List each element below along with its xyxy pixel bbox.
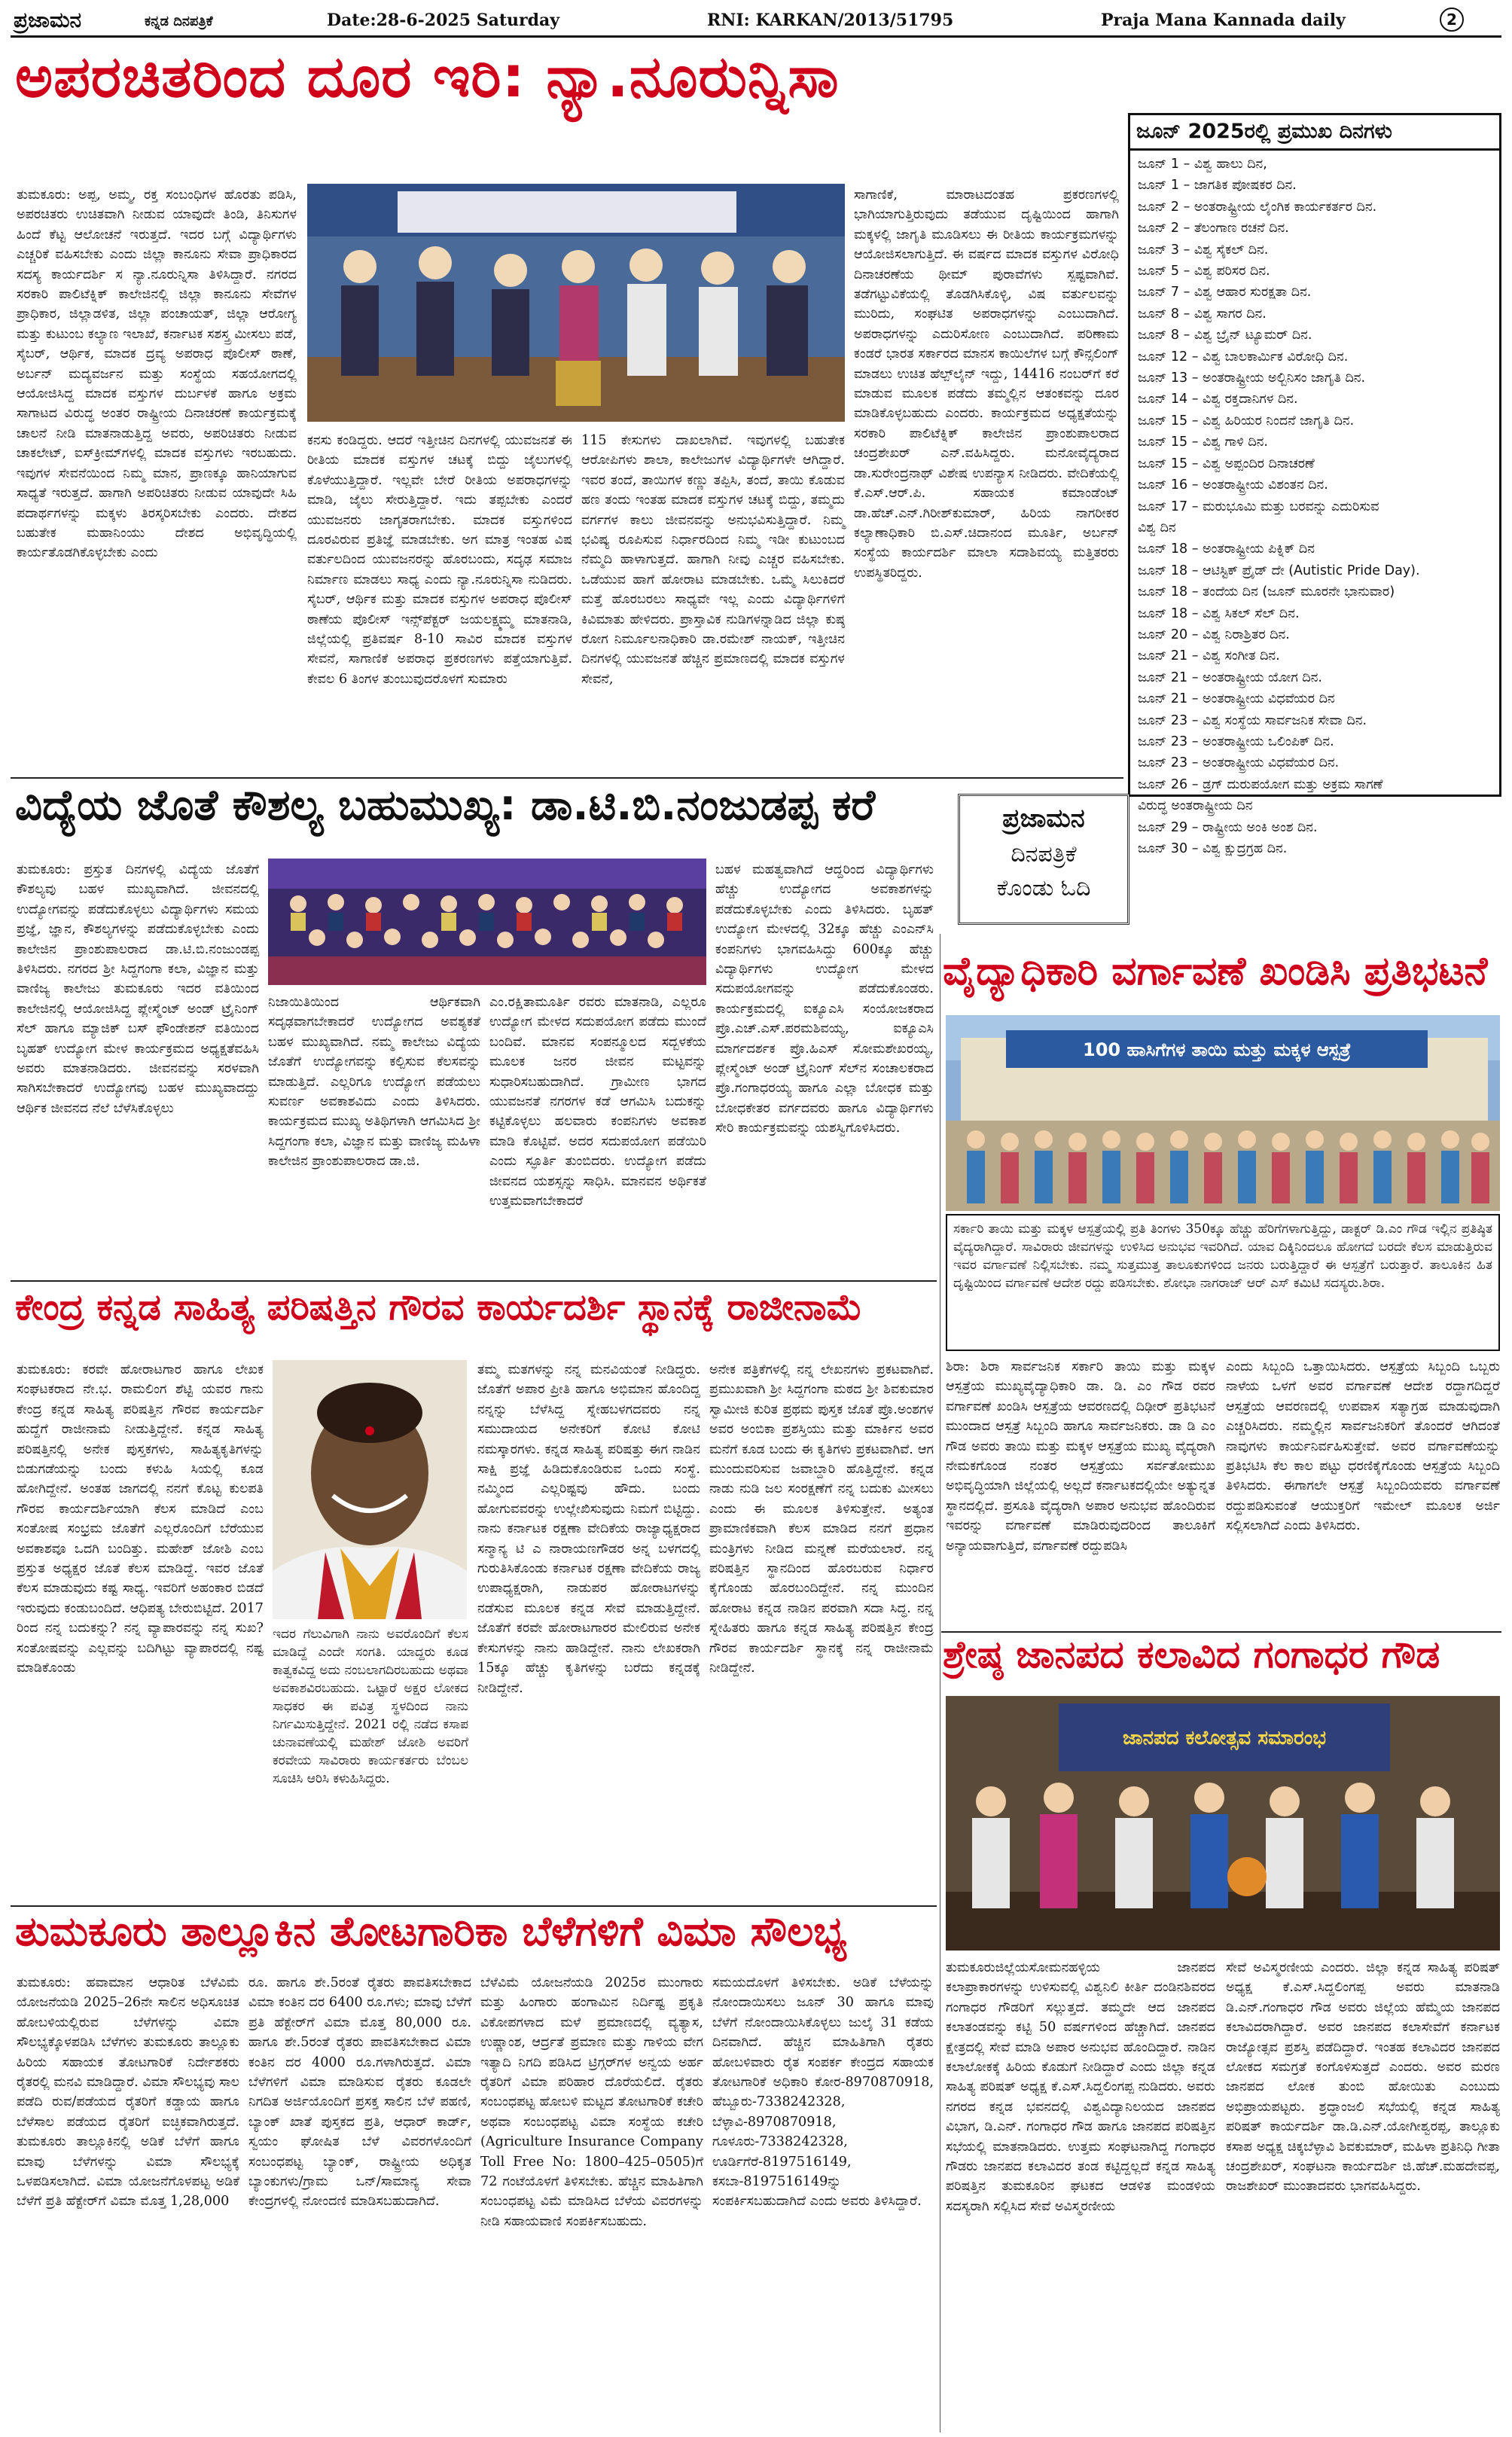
important-day-item: ಜೂನ್ 17 – ಮರುಭೂಮಿ ಮತ್ತು ಬರವನ್ನು ಎದುರಿಸುವ — [1138, 499, 1379, 514]
important-day-item: ವಿಶ್ವ ದಿನ — [1138, 520, 1176, 535]
story2-photo — [268, 859, 706, 985]
story4-caption-text: ಇದರ ಗೆಲುವಿಗಾಗಿ ನಾನು ಅವರೊಂದಿಗೆ ಕೆಲಸ ಮಾಡಿದ್ದೆ ಎಂದೇ ಸಂಗತಿ. ಯಾದ್ದರು ಕೂಡ ಕಾತ್ವಕವಿದ್ದ ಅದು ನಂಬಲಾಗದಿರಬಹುದು ಅಥವಾ ಅವಕಾಶವಿರಬಹುದು. ಒಟ್ಟಾರೆ ಅಕ್ಷರ ಲೋಕದ ಸಾಧಕರ ಈ ಪವಿತ್ರ ಸ್ಥಳದಿಂದ ನಾನು ನಿರ್ಗಮಿಸುತ್ತಿದ್ದೇನೆ. 2021 ರಲ್ಲಿ ನಡೆದ ಕಸಾಪ ಚುನಾವಣೆಯಲ್ಲಿ ಮಹೇಶ್ ಜೋಶಿ ಅವರಿಗೆ ಕರವೇಯ ಸಾವಿರಾರು ಕಾರ್ಯಕರ್ತರು ಬೆಂಬಲ ಸೂಚಿಸಿ ಆರಿಸಿ ಕಳುಹಿಸಿದ್ದರು. — [273, 1627, 468, 1786]
story3-col2-text: ಎಂದು ಸಿಬ್ಬಂದಿ ಒತ್ತಾಯಿಸಿದರು. ಆಸ್ಪತ್ರೆಯ ಸಿಬ್ಬಂದಿ ಒಬ್ಬರು ನಾಳೆಯ ಒಳಗೆ ಅವರ ವರ್ಗಾವಣೆ ಆದೇಶ ರದ್ದಾಗದಿದ್ದರೆ ಆಸ್ಪತ್ರೆಯ ಆವರಣದಲ್ಲಿ ಉಪವಾಸ ಸತ್ಯಾಗ್ರಹ ಮಾಡುವುದಾಗಿ ಎಚ್ಚರಿಸಿದರು. ನಮ್ಮಲ್ಲಿನ ಸಾರ್ವಜನಿಕರಿಗೆ ತೊಂದರೆ ಆಗಿದಂತೆ ನಾವುಗಳು ಕಾರ್ಯನಿರ್ವಹಿಸುತ್ತೇವೆ. ಅವರ ವರ್ಗಾವಣೆಯನ್ನು ಪ್ರತಿಭಟಿಸಿ ಕೆಲ ಕಾಲ ಪಟ್ಟು ಧರಣಿಕೈಗೊಂಡು ಆಸ್ಪತ್ರೆಯ ಸಿಬ್ಬಂದಿ ತಿಳಿಸಿದರು. ಈಗಾಗಲೇ ಆಸ್ಪತ್ರೆ ಸಿಬ್ಬಂದಿಯವರು ವರ್ಗಾವಣೆ ರದ್ದುಪಡಿಸುವಂತೆ ಆಯುಕ್ತರಿಗೆ ಇಮೇಲ್ ಮೂಲಕ ಅರ್ಜಿ ಸಲ್ಲಿಸಲಾಗಿದೆ ಎಂದು ತಿಳಿಸಿದರು. — [1226, 1359, 1500, 1534]
story6-col1 — [17, 1973, 239, 2432]
story5-photo-banner: ಜಾನಪದ ಕಲೋತ್ಸವ ಸಮಾರಂಭ — [1122, 1727, 1327, 1749]
important-day-item: ಜೂನ್ 18 – ಆಟಿಸ್ಟಿಕ್ ಪ್ರೈಡ್ ದೇ (Autistic Pride Day). — [1138, 563, 1420, 578]
important-day-item: ಜೂನ್ 1 – ಜಾಗತಿಕ ಪೋಷಕರ ದಿನ. — [1138, 178, 1297, 194]
story4-col3 — [709, 1360, 934, 1902]
story1-col4-text: ಸಾಗಾಣಿಕೆ, ಮಾರಾಟದಂತಹ ಪ್ರಕರಣಗಳಲ್ಲಿ ಭಾಗಿಯಾಗುತ್ತಿರುವುದು ತಡೆಯುವ ದೃಷ್ಟಿಯಿಂದ ಹಾಗಾಗಿ ಮಕ್ಕಳಲ್ಲಿ ಜಾಗೃತಿ ಮೂಡಿಸಲು ಈ ರೀತಿಯ ಕಾರ್ಯಕ್ರಮಗಳನ್ನು ಆಯೋಜಿಸಲಾಗುತ್ತಿದೆ. ಈ ವರ್ಷದ ಮಾದಕ ವಸ್ತುಗಳ ವಿರೋಧಿ ದಿನಾಚರಣೆಯ ಥೀಮ್ ಪುರಾವೆಗಳು ಸ್ಪಷ್ಟವಾಗಿವೆ. ತಡೆಗಟ್ಟುವಿಕೆಯಲ್ಲಿ ತೊಡಗಿಸಿಕೊಳ್ಳಿ, ವಿಷ ವರ್ತುಲವನ್ನು ಮುರಿದು, ಸಂಘಟಿತ ಅಪರಾಧಗಳನ್ನು ಎಂಬುದಾಗಿದೆ. ಅಪರಾಧಗಳನ್ನು ಎದುರಿಸೋಣ ಎಂಬುದಾಗಿದೆ. ಪರಿಣಾಮ ಕಂಡರೆ ಭಾರತ ಸರ್ಕಾರದ ಮಾನಸ ಕಾಯಿಲೆಗಳ ಬಗ್ಗೆ ಕೌನ್ಸಲಿಂಗ್ ಮಾಡಲು ಉಚಿತ ಹೆಲ್ಪ್‌ಲೈನ್ ಇದ್ದು, 14416 ನಂಬರ್‌ಗೆ ಕರೆ ಮಾಡುವ ಮೂಲಕ ಪಡೆದು ತಮ್ಮಲ್ಲಿನ ಆತಂಕವನ್ನು ದೂರ ಮಾಡಿಕೊಳ್ಳಬಹುದು ಎಂದರು. ಕಾರ್ಯಕ್ರಮದ ಅಧ್ಯಕ್ಷತೆಯನ್ನು ಸರಕಾರಿ ಪಾಲಿಟೆಕ್ನಿಕ್ ಕಾಲೇಜಿನ ಪ್ರಾಂಶುಪಾಲರಾದ ಚಂದ್ರಶೇಖರ್ ಎನ್.ವಹಿಸಿದ್ದರು. ಮನೋವೈದ್ಯರಾದ ಡಾ.ಸುರೇಂದ್ರನಾಥ್ ವಿಶೇಷ ಉಪನ್ಯಾಸ ನೀಡಿದರು. ವೇದಿಕೆಯಲ್ಲಿ ಕೆ.ಎಸ್.ಆರ್.ಪಿ. ಸಹಾಯಕ ಕಮಾಂಡೆಂಟ್ ಡಾ.ಹೆಚ್.ಎನ್.ಗಿರೀಶ್‌ಕುಮಾರ್, ಹಿರಿಯ ನಾಗರೀಕರ ಕಲ್ಯಾಣಾಧಿಕಾರಿ ಬಿ.ಎಸ್.ಚಿದಾನಂದ ಮೂರ್ತಿ, ಅರ್ಬನ್ ಸಂಸ್ಥೆಯ ಕಾರ್ಯದರ್ಶಿ ಮಾಲಾ ಸದಾಶಿವಯ್ಯ ಮತ್ತಿತರರು ಉಪಸ್ಥಿತರಿದ್ದರು. — [854, 188, 1119, 581]
important-day-item: ಜೂನ್ 18 – ವಿಶ್ವ ಸಿಕಲ್ ಸೆಲ್ ದಿನ. — [1138, 605, 1300, 621]
important-day-item: ಜೂನ್ 14 – ವಿಶ್ವ ರಕ್ತದಾನಿಗಳ ದಿನ. — [1138, 392, 1298, 407]
important-day-item: ಜೂನ್ 26 – ಡ್ರಗ್ ದುರುಪಯೋಗ ಮತ್ತು ಅಕ್ರಮ ಸಾಗಣೆ — [1138, 776, 1383, 792]
masthead-paper-name: Praja Mana Kannada daily — [1101, 11, 1346, 30]
important-day-item: ಜೂನ್ 5 – ವಿಶ್ವ ಪರಿಸರ ದಿನ. — [1138, 264, 1270, 279]
story5-photo — [946, 1696, 1500, 1951]
story1-col1 — [17, 185, 297, 773]
important-day-item: ಜೂನ್ 23 – ಅಂತರಾಷ್ಟ್ರೀಯ ವಿಧವೆಯರ ದಿನ. — [1138, 755, 1340, 771]
important-day-item: ಜೂನ್ 30 – ವಿಶ್ವ ಕ್ಷುದ್ರಗ್ರಹ ದಿನ. — [1138, 841, 1288, 856]
story2-col3 — [489, 993, 706, 1274]
important-days-box — [1128, 113, 1501, 856]
story6-col4-text: ಸಮಯದೊಳಗೆ ತಿಳಿಸಬೇಕು. ಅಡಿಕೆ ಬೆಳೆಯನ್ನು ನೋಂದಾಯಿಸಲು ಜೂನ್ 30 ಹಾಗೂ ಮಾವು ಬೆಳೆಗೆ ನೋಂದಾಯಿಸಿಕೊಳ್ಳಲು ಜುಲೈ 31 ಕಡೆಯ ದಿನವಾಗಿದೆ. ಹೆಚ್ಚಿನ ಮಾಹಿತಿಗಾಗಿ ರೈತರು ಹೋಬಳಿವಾರು ರೈತ ಸಂಪರ್ಕ ಕೇಂದ್ರದ ಸಹಾಯಕ ತೋಟಗಾರಿಕೆ ಅಧಿಕಾರಿ ಕೋರ-8970870918, ಹೆಬ್ಬೂರು-7338242328, ಬೆಳ್ಳಾವಿ-8970870918, ಗೂಳೂರು-7338242328, ಊರ್ಡಿಗೆರೆ-8197516149, ಕಸಬಾ-8197516149ನ್ನು ಸಂಪರ್ಕಿಸಬಹುದಾಗಿದೆ ಎಂದು ಅವರು ತಿಳಿಸಿದ್ದಾರೆ. — [712, 1975, 934, 2210]
story2-col1 — [17, 860, 259, 1274]
important-days-title: ಜೂನ್ 2025ರಲ್ಲಿ ಪ್ರಮುಖ ದಿನಗಳು — [1130, 115, 1499, 151]
story3-col1-text: ಶಿರಾ: ಶಿರಾ ಸಾರ್ವಜನಿಕ ಸರ್ಕಾರಿ ತಾಯಿ ಮತ್ತು ಮಕ್ಕಳ ಆಸ್ಪತ್ರೆಯ ಮುಖ್ಯವೈದ್ಯಾಧಿಕಾರಿ ಡಾ. ಡಿ. ಎಂ ಗೌಡ ರವರ ವರ್ಗಾವಣೆ ಖಂಡಿಸಿ ಆಸ್ಪತ್ರೆಯ ಆವರಣದಲ್ಲಿ ದಿಢೀರ್ ಪ್ರತಿಭಟನೆ ಮುಂದಾದ ಆಸ್ಪತ್ರೆ ಸಿಬ್ಬಂದಿ ಹಾಗೂ ಸಾರ್ವಜನಿಕರು. ಡಾ ಡಿ ಎಂ ಗೌಡ ಅವರು ತಾಯಿ ಮತ್ತು ಮಕ್ಕಳ ಆಸ್ಪತ್ರೆಯ ಮುಖ್ಯ ವೈದ್ಯರಾಗಿ ನೇಮಕಗೊಂಡ ನಂತರ ಆಸ್ಪತ್ರೆಯು ಸರ್ವತೋಮುಖ ಅಭಿವೃದ್ಧಿಯಾಗಿ ಜಿಲ್ಲೆಯಲ್ಲಿ ಅಲ್ಲದೆ ಕರ್ನಾಟಕದಲ್ಲಿಯೇ ಅತ್ಯುನ್ನತ ಸ್ಥಾನದಲ್ಲಿದೆ. ಪ್ರಸೂತಿ ವೈದ್ಯರಾಗಿ ಅಪಾರ ಅನುಭವ ಹೊಂದಿರುವ ಇವರನ್ನು ವರ್ಗಾವಣೆ ಮಾಡಿರುವುದರಿಂದ ತಾಲೂಕಿಗೆ ಅನ್ಯಾಯವಾಗುತ್ತಿದೆ, ವರ್ಗಾವಣೆ ರದ್ದುಪಡಿಸಿ — [946, 1359, 1215, 1554]
masthead-logo-icon: ಪ್ರಜಾಮನ — [14, 8, 82, 32]
story1-col3-text: 115 ಕೇಸುಗಳು ದಾಖಲಾಗಿವೆ. ಇವುಗಳಲ್ಲಿ ಬಹುತೇಕ ಆರೋಪಿಗಳು ಶಾಲಾ, ಕಾಲೇಜುಗಳ ವಿದ್ಯಾರ್ಥಿಗಳೇ ಆಗಿದ್ದಾರೆ. ಇವರ ತಂದೆ, ತಾಯಿಗಳ ಕಣ್ಣು ತಪ್ಪಿಸಿ, ತಂದೆ, ತಾಯಿ ಕೊಡುವ ಹಣ ತಂದು ಇಂತಹ ಮಾದಕ ವಸ್ತುಗಳ ಚಟಕ್ಕೆ ಬಿದ್ದು, ತಮ್ಮದು ವರ್ಗಗಳ ಕಾಲು ಜೀವನವನ್ನು ಅನುಭವಿಸುತ್ತಿದ್ದಾರೆ. ನಿಮ್ಮ ಭವಿಷ್ಯ ರೂಪಿಸುವ ನಿರ್ಧಾರದಿಂದ ನಿಮ್ಮ ಇಡೀ ಕುಟುಂಬದ ನೆಮ್ಮದಿ ಹಾಳಾಗುತ್ತದೆ. ಹಾಗಾಗಿ ನೀವು ಎಚ್ಚರ ವಹಿಸಬೇಕು. ಒಡೆಯುವ ಹಾಗೆ ಹೋರಾಟ ಮಾಡಬೇಕು. ಒಮ್ಮೆ ಸಿಲುಕಿದರೆ ಮತ್ತೆ ಹೊರಬರಲು ಸಾಧ್ಯವೇ ಇಲ್ಲ ಎಂದು ವಿದ್ಯಾರ್ಥಿಗಳಿಗೆ ಕಿವಿಮಾತು ಹೇಳಿದರು. ಪ್ರಾಸ್ತಾವಿಕ ನುಡಿಗಳನ್ನಾಡಿದ ಜಿಲ್ಲಾ ಕುಷ್ಠ ರೋಗ ನಿರ್ಮೂಲನಾಧಿಕಾರಿ ಡಾ.ರಮೇಶ್ ನಾಯಕ್, ಇತ್ತೀಚಿನ ದಿನಗಳಲ್ಲಿ ಯುವಜನತೆ ಹೆಚ್ಚಿನ ಪ್ರಮಾಣದಲ್ಲಿ ಮಾದಕ ವಸ್ತುಗಳ ಸೇವನೆ, — [581, 433, 845, 687]
story6-col4 — [712, 1973, 934, 2432]
promo-box — [958, 794, 1129, 925]
masthead — [11, 5, 1501, 38]
story1-photo-graphic — [307, 184, 845, 422]
story6-col2 — [248, 1973, 471, 2432]
important-day-item: ಜೂನ್ 18 – ತಂದೆಯ ದಿನ (ಜೂನ್ ಮೂರನೇ ಭಾನುವಾರ) — [1138, 584, 1395, 600]
story1-headline: ಅಪರಚಿತರಿಂದ ದೂರ ಇರಿ: ನ್ಯಾ.ನೂರುನ್ನಿಸಾ — [15, 43, 840, 110]
important-day-item: ಜೂನ್ 29 – ರಾಷ್ಟ್ರೀಯ ಅಂಕಿ ಅಂಶ ದಿನ. — [1138, 819, 1318, 835]
promo-line3: ಕೊಂಡು ಓದಿ — [996, 875, 1091, 901]
important-day-item: ಜೂನ್ 15 – ವಿಶ್ವ ಹಿರಿಯರ ನಿಂದನೆ ಜಾಗೃತಿ ದಿನ. — [1138, 413, 1355, 429]
important-day-item: ಜೂನ್ 15 – ವಿಶ್ವ ಅಪ್ಪಂದಿರ ದಿನಾಚರಣೆ — [1138, 456, 1315, 471]
story5-col2 — [1226, 1958, 1500, 2432]
important-day-item: ಜೂನ್ 16 – ಅಂತರಾಷ್ಟ್ರೀಯ ವಿಶಂತನ ದಿನ. — [1138, 477, 1328, 493]
masthead-tagline: ಕನ್ನಡ ದಿನಪತ್ರಿಕೆ — [145, 14, 213, 29]
important-day-item: ಜೂನ್ 23 – ಅಂತರಾಷ್ಟ್ರೀಯ ಒಲಿಂಪಿಕ್ ದಿನ. — [1138, 734, 1334, 749]
story3-col1 — [946, 1357, 1215, 1628]
story4-portrait-graphic — [273, 1360, 467, 1619]
important-day-item: ಜೂನ್ 2 – ತೆಲಂಗಾಣ ರಚನೆ ದಿನ. — [1138, 221, 1289, 236]
story6-col3-text: ಬೆಳೆವಿಮೆ ಯೋಜನೆಯಡಿ 2025ರ ಮುಂಗಾರು ಮತ್ತು ಹಿಂಗಾರು ಹಂಗಾಮಿನ ನಿರ್ದಿಷ್ಟ ಪ್ರಕೃತಿ ವಿಕೋಪಗಳಾದ ಮಳೆ ಪ್ರಮಾಣದಲ್ಲಿ ವ್ಯತ್ಯಾಸ, ಉಷ್ಣಾಂಶ, ಆರ್ದ್ರತೆ ಪ್ರಮಾಣ ಮತ್ತು ಗಾಳಿಯ ವೇಗ ಇತ್ಯಾದಿ ನಿಗದಿ ಪಡಿಸಿದ ಟ್ರಿಗ್ಗರ್‌ಗಳ ಅನ್ವಯ ಅರ್ಹ ರೈತರಿಗೆ ವಿಮಾ ಪರಿಹಾರ ದೊರೆಯಲಿದೆ. ರೈತರು ಸಂಬಂಧಪಟ್ಟ ಹೋಬಳಿ ಮಟ್ಟದ ತೋಟಗಾರಿಕೆ ಕಚೇರಿ ಅಥವಾ ಸಂಬಂಧಪಟ್ಟ ವಿಮಾ ಸಂಸ್ಥೆಯ ಕಚೇರಿ (Agriculture Insurance Company Toll Free No: 1800–425–0505)ಗೆ 72 ಗಂಟೆಯೊಳಗೆ ತಿಳಿಸಬೇಕು. ಹೆಚ್ಚಿನ ಮಾಹಿತಿಗಾಗಿ ಸಂಬಂಧಪಟ್ಟ ವಿಮೆ ಮಾಡಿಸಿದ ಬೆಳೆಯ ವಿವರಗಳನ್ನು ನೀಡಿ ಸಹಾಯವಾಣಿ ಸಂಪರ್ಕಿಸಬಹುದು. — [480, 1975, 703, 2229]
story3-photo-sign: 100 ಹಾಸಿಗೆಗಳ ತಾಯಿ ಮತ್ತು ಮಕ್ಕಳ ಆಸ್ಪತ್ರೆ — [1083, 1039, 1351, 1060]
story5-photo-graphic — [946, 1696, 1500, 1951]
story4-col1-text: ತುಮಕೂರು: ಕರವೇ ಹೋರಾಟಗಾರ ಹಾಗೂ ಲೇಖಕ ಸಂಘಟಕರಾದ ನೇ.ಭ. ರಾಮಲಿಂಗ ಶೆಟ್ಟಿ ಯವರ ಗಾನು ಕೇಂದ್ರ ಕನ್ನಡ ಸಾಹಿತ್ಯ ಪರಿಷತ್ತಿನ ಗೌರವ ಕಾರ್ಯದರ್ಶಿ ಹುದ್ದೆಗೆ ರಾಜೀನಾಮೆ ನೀಡುತ್ತಿದ್ದೇನೆ. ಕನ್ನಡ ಸಾಹಿತ್ಯ ಪರಿಷತ್ತಿನಲ್ಲಿ ಅನೇಕ ಪುಸ್ತಕಗಳು, ಸಾಹಿತ್ಯಕೃತಿಗಳನ್ನು ಬಿಡುಗಡೆಯನ್ನು ಬಂದು ಕಳುಹಿ ಸಿಯಲ್ಲಿ ಕೂಡ ಹೋಗಿದ್ದೇನೆ. ಅಂತಹ ಜಾಗದಲ್ಲಿ ನನಗೆ ಕೊಟ್ಟ ಕುಲಪತಿ ಗೌರವ ಕಾರ್ಯದರ್ಶಿಯಾಗಿ ಕೆಲಸ ಮಾಡಿದೆ ಎಂಬ ಸಂತೋಷ ಸಂಭ್ರಮ ಜೊತೆಗೆ ಎಲ್ಲರೊಂದಿಗೆ ಬೆರೆಯುವ ಅವಕಾಶವೂ ಒದಗಿ ಬಂದಿತ್ತು. ಮಹೇಶ್ ಜೋಶಿ ಎಂಬ ಪ್ರಸ್ತುತ ಅಧ್ಯಕ್ಷರ ಜೊತೆ ಕೆಲಸ ಮಾಡಿದ್ದೆ. ಇವರ ಜೊತೆ ಕೆಲಸ ಮಾಡುವುದು ಕಷ್ಟ ಸಾಧ್ಯ. ಇವರಿಗೆ ಅಹಂಕಾರ ಬಿಡದೆ ಇರುವುದು ಕಂಡುಬಂದಿದೆ. ಆಧಿಪತ್ಯ ಬೇರುಬಿಟ್ಟಿದೆ. 2017 ರಿಂದ ನನ್ನ ಬದುಕನ್ನು? ನನ್ನ ವ್ಯಾಪಾರವನ್ನು ನನ್ನ ಸುಖ? ಸಂತೋಷವನ್ನು ಎಲ್ಲವನ್ನು ಬದಿಗಿಟ್ಟು ವ್ಯಾಪಾರದಲ್ಲಿ ನಷ್ಟ ಮಾಡಿಕೊಂಡು — [17, 1362, 264, 1676]
story1-col2 — [307, 431, 572, 773]
story4-headline: ಕೇಂದ್ರ ಕನ್ನಡ ಸಾಹಿತ್ಯ ಪರಿಷತ್ತಿನ ಗೌರವ ಕಾರ್ಯದರ್ಶಿ ಸ್ಥಾನಕ್ಕೆ ರಾಜೀನಾಮೆ — [15, 1286, 863, 1328]
important-day-item: ಜೂನ್ 2 – ಅಂತರಾಷ್ಟ್ರೀಯ ಲೈಂಗಿಕ ಕಾರ್ಯಕರ್ತರ ದಿನ. — [1138, 199, 1377, 215]
story4-caption — [273, 1625, 468, 1902]
important-day-item: ಜೂನ್ 13 – ಅಂತರಾಷ್ಟ್ರೀಯ ಅಲ್ಬಿನಿಸಂ ಜಾಗೃತಿ ದಿನ. — [1138, 371, 1366, 386]
promo-line1: ಪ್ರಜಾಮನ — [1002, 804, 1085, 834]
story4-col2-text: ತಮ್ಮ ಮತಗಳನ್ನು ನನ್ನ ಮನವಿಯಂತೆ ನೀಡಿದ್ದರು. ಜೊತೆಗೆ ಅಪಾರ ಪ್ರೀತಿ ಹಾಗೂ ಅಭಿಮಾನ ಹೊಂದಿದ್ದ ನನ್ನನ್ನು ಬೆಳೆಸಿದ್ದ ಸ್ನೇಹಬಳಗದವರು ನನ್ನ ಸಮುದಾಯದ ಅನೇಕರಿಗೆ ಕೋಟಿ ಕೋಟಿ ನಮಸ್ಕಾರಗಳು. ಕನ್ನಡ ಸಾಹಿತ್ಯ ಪರಿಷತ್ತು ಈಗ ನಾಡಿನ ಸಾಕ್ಷಿ ಪ್ರಜ್ಞೆ ಹಿಡಿದುಕೊಂಡಿರುವ ಒಂದು ಸಂಸ್ಥೆ. ನಮ್ಮಿಂದ ಎಲ್ಲರಿಷ್ಟವು ಹೌದು. ಬಂದು ಹೋಗುವವರನ್ನು ಉಲ್ಲೇಖಿಸುವುದು ನಿಮಗೆ ಬಿಟ್ಟಿದ್ದು. ನಾನು ಕರ್ನಾಟಕ ರಕ್ಷಣಾ ವೇದಿಕೆಯ ರಾಜ್ಯಾಧ್ಯಕ್ಷರಾದ ಸನ್ಮಾನ್ಯ ಟಿ ಎ ನಾರಾಯಣಗೌಡರ ಅನ್ನ ಬಳಗದಲ್ಲಿ ಗುರುತಿಸಿಕೊಂಡು ಕರ್ನಾಟಕ ರಕ್ಷಣಾ ವೇದಿಕೆಯ ರಾಜ್ಯ ಉಪಾಧ್ಯಕ್ಷರಾಗಿ, ನಾಡುಪರ ಹೋರಾಟಗಳನ್ನು ನಡೆಸುವ ಮೂಲಕ ಕನ್ನಡ ಸೇವೆ ಮಾಡುತ್ತಿದ್ದೇನೆ. ಜೊತೆಗೆ ಕರವೇ ಹೋರಾಟಗಾರರ ಮೇಲಿರುವ ಅನೇಕ ಕೇಸುಗಳನ್ನು ನಾನು ಹಾಡಿದ್ದೇನೆ. ನಾನು ಲೇಖಕರಾಗಿ 15ಕ್ಕೂ ಹೆಚ್ಚು ಕೃತಿಗಳನ್ನು ಬರೆದು ಕನ್ನಡಕ್ಕೆ ನೀಡಿದ್ದೇನೆ. — [477, 1362, 700, 1696]
important-day-item: ಜೂನ್ 1 – ವಿಶ್ವ ಹಾಲು ದಿನ, — [1138, 157, 1267, 172]
important-day-item: ಜೂನ್ 7 – ವಿಶ್ವ ಆಹಾರ ಸುರಕ್ಷತಾ ದಿನ. — [1138, 285, 1312, 300]
story6-col2-text: ರೂ. ಹಾಗೂ ಶೇ.5ರಂತೆ ರೈತರು ಪಾವತಿಸಬೇಕಾದ ವಿಮಾ ಕಂತಿನ ದರ 6400 ರೂ.ಗಳು; ಮಾವು ಬೆಳೆಗೆ ಪ್ರತಿ ಹೆಕ್ಟೇರ್‌ಗೆ ವಿಮಾ ಮೊತ್ತ 80,000 ರೂ. ಹಾಗೂ ಶೇ.5ರಂತೆ ರೈತರು ಪಾವತಿಸಬೇಕಾದ ವಿಮಾ ಕಂತಿನ ದರ 4000 ರೂ.ಗಳಾಗಿರುತ್ತದೆ. ವಿಮಾ ಬೆಳೆಗಳಿಗೆ ವಿಮಾ ಮಾಡಿಸುವ ರೈತರು ಕೂಡಲೇ ನಿಗದಿತ ಅರ್ಜಿಯೊಂದಿಗೆ ಪ್ರಸಕ್ತ ಸಾಲಿನ ಬೆಳೆ ಪಹಣಿ, ಬ್ಯಾಂಕ್ ಖಾತೆ ಪುಸ್ತಕದ ಪ್ರತಿ, ಆಧಾರ್ ಕಾರ್ಡ್, ಸ್ವಯಂ ಘೋಷಿತ ಬೆಳೆ ವಿವರಗಳೊಂದಿಗೆ ಸಂಬಂಧಪಟ್ಟ ಬ್ಯಾಂಕ್, ರಾಷ್ಟ್ರೀಯ ಅಧಿಕೃತ ಬ್ಯಾಂಕುಗಳು/ಗ್ರಾಮ ಒನ್/ಸಾಮಾನ್ಯ ಸೇವಾ ಕೇಂದ್ರಗಳಲ್ಲಿ ನೋಂದಣಿ ಮಾಡಿಸಬಹುದಾಗಿದೆ. — [248, 1975, 471, 2210]
story5-headline: ಶ್ರೇಷ್ಠ ಜಾನಪದ ಕಲಾವಿದ ಗಂಗಾಧರ ಗೌಡ — [943, 1633, 1440, 1676]
story2-col2-text: ನಿಜಾಯಿತಿಯಿಂದ ಆರ್ಥಿಕವಾಗಿ ಸದೃಢವಾಗಬೇಕಾದರೆ ಉದ್ಯೋಗದ ಅವಶ್ಯಕತೆ ಬಹಳ ಮುಖ್ಯವಾಗಿದೆ. ನಮ್ಮ ಕಾಲೇಜು ವಿದ್ಯೆಯ ಜೊತೆಗೆ ಉದ್ಯೋಗವನ್ನು ಕಲ್ಪಿಸುವ ಕೆಲಸವನ್ನು ಮಾಡುತ್ತಿದೆ. ಎಲ್ಲರಿಗೂ ಉದ್ಯೋಗ ಪಡೆಯಲು ಸುವರ್ಣ ಅವಕಾಶವಿದು ಎಂದು ತಿಳಿಸಿದರು. ಕಾರ್ಯಕ್ರಮದ ಮುಖ್ಯ ಅತಿಥಿಗಳಾಗಿ ಆಗಮಿಸಿದ ಶ್ರೀ ಸಿದ್ದಗಂಗಾ ಕಲಾ, ವಿಜ್ಞಾನ ಮತ್ತು ವಾಣಿಜ್ಯ ಮಹಿಳಾ ಕಾಲೇಜಿನ ಪ್ರಾಂಶುಪಾಲರಾದ ಡಾ.ಜಿ. — [268, 995, 480, 1170]
page-number-circle-icon: 2 — [1440, 8, 1464, 32]
important-days-list — [1130, 151, 1499, 859]
masthead-rni: RNI: KARKAN/2013/51795 — [707, 11, 954, 30]
story2-headline: ವಿದ್ಯೆಯ ಜೊತೆ ಕೌಶಲ್ಯ ಬಹುಮುಖ್ಯ: ಡಾ.ಟಿ.ಬಿ.ನಂಜುಡಪ್ಪ ಕರೆ — [15, 781, 876, 830]
story2-col4 — [715, 860, 934, 1274]
story2-col3-text: ಎಂ.ರಕ್ಷಿತಾಮೂರ್ತಿ ರವರು ಮಾತನಾಡಿ, ಎಲ್ಲರೂ ಉದ್ಯೋಗ ಮೇಳದ ಸದುಪಯೋಗ ಪಡೆದು ಮುಂದೆ ಬಂದಿವೆ. ಮಾನವ ಸಂಪನ್ಮೂಲದ ಸದ್ಬಳಕೆಯ ಮೂಲಕ ಜನರ ಜೀವನ ಮಟ್ಟವನ್ನು ಸುಧಾರಿಸಬಹುದಾಗಿದೆ. ಗ್ರಾಮೀಣ ಭಾಗದ ಯುವಜನತೆ ನಗರಗಳ ಕಡೆ ಆಗಮಿಸಿ ಬದುಕನ್ನು ಕಟ್ಟಿಕೊಳ್ಳಲು ಹಲವಾರು ಕಂಪನಿಗಳು ಅವಕಾಶ ಮಾಡಿ ಕೊಟ್ಟಿವೆ. ಅದರ ಸದುಪಯೋಗ ಪಡೆಯಿರಿ ಎಂದು ಸ್ಫೂರ್ತಿ ತುಂಬಿದರು. ಉದ್ಯೋಗ ಪಡೆದು ಜೀವನದ ಯಶಸ್ಸನ್ನು ಸಾಧಿಸಿ. ಮಾನವನ ಅರ್ಥಿಕತೆ ಉತ್ತಮವಾಗಬೇಕಾದರೆ — [489, 995, 706, 1209]
important-day-item: ಜೂನ್ 21 – ವಿಶ್ವ ಸಂಗೀತ ದಿನ. — [1138, 648, 1280, 664]
important-day-item: ಜೂನ್ 15 – ವಿಶ್ವ ಗಾಳಿ ದಿನ. — [1138, 435, 1268, 450]
story1-photo — [307, 184, 845, 422]
story3-caption: ಸರ್ಕಾರಿ ತಾಯಿ ಮತ್ತು ಮಕ್ಕಳ ಆಸ್ಪತ್ರೆಯಲ್ಲಿ ಪ್ರತಿ ತಿಂಗಳು 350ಕ್ಕೂ ಹೆಚ್ಚು ಹೆರಿಗೆಗಳಾಗುತ್ತಿದ್ದು, ಡಾಕ್ಟರ್ ಡಿ.ಎಂ ಗೌಡ ಇಲ್ಲಿನ ಪ್ರತಿಷ್ಠಿತ ವೈದ್ಯರಾಗಿದ್ದಾರೆ. ಸಾವಿರಾರು ಜೀವಗಳನ್ನು ಉಳಿಸಿದ ಅನುಭವ ಇವರಿಗಿದೆ. ಯಾವ ದಿಕ್ಕಿನಿಂದಲೂ ಹೋಗದೆ ಬರದೇ ಕೆಲಸ ಮಾಡುತ್ತಿರುವ ಇವರ ವರ್ಗಾವಣೆ ನಿಲ್ಲಿಸಬೇಕು. ನಮ್ಮ ಸುತ್ತಮುತ್ತ ತಾಲೂಕುಗಳಿಂದ ಜನರು ಬರುತ್ತಿದ್ದಾರೆ ಈ ಆಸ್ಪತ್ರೆಗೆ ಬರುತ್ತಾರೆ. ತಾಲೂಕಿನ ಹಿತ ದೃಷ್ಟಿಯಿಂದ ವರ್ಗಾವಣೆ ಆದೇಶ ರದ್ದು ಪಡಿಸಬೇಕು. ಶೋಭಾ ನಾಗರಾಜ್ ಆರ್ ಎಸ್ ಕಮಿಟಿ ಸದಸ್ಯರು.ಶಿರಾ. — [953, 1222, 1492, 1291]
story1-col2-text: ಕನಸು ಕಂಡಿದ್ದರು. ಆದರೆ ಇತ್ತೀಚಿನ ದಿನಗಳಲ್ಲಿ ಯುವಜನತೆ ಈ ರೀತಿಯ ಮಾದಕ ವಸ್ತುಗಳ ಚಟಕ್ಕೆ ಬಿದ್ದು ಜೈಲುಗಳಲ್ಲಿ ಕೊಳೆಯುತ್ತಿದ್ದಾರೆ. ಇಲ್ಲವೇ ಬೇರೆ ರೀತಿಯ ಅಪರಾಧಗಳನ್ನು ಮಾಡಿ, ಜೈಲು ಸೇರುತ್ತಿದ್ದಾರೆ. ಇದು ತಪ್ಪಬೇಕು ಎಂದರೆ ಯುವಜನರು ಜಾಗೃತರಾಗಬೇಕು. ಮಾದಕ ವಸ್ತುಗಳಿಂದ ದೂರವಿರುವ ಪ್ರತಿಜ್ಞೆ ಮಾಡಬೇಕು. ಅಗ ಮಾತ್ರ ಇಂತಹ ವಿಷ ವರ್ತುಲದಿಂದ ಯುವಜನರನ್ನು ಹೊರಬಂದು, ಸದೃಢ ಸಮಾಜ ನಿರ್ಮಾಣ ಮಾಡಲು ಸಾಧ್ಯ ಎಂದು ನ್ಯಾ.ನೂರುನ್ನಿಸಾ ನುಡಿದರು. ಸೈಬರ್, ಆರ್ಥಿಕ ಮತ್ತು ಮಾದಕ ವಸ್ತುಗಳ ಅಪರಾಧ ಪೊಲೀಸ್ ಠಾಣೆಯ ಪೊಲೀಸ್ ಇನ್ಸ್‌ಪೆಕ್ಟರ್ ಜಯಲಕ್ಷ್ಮಮ್ಮ ಮಾತನಾಡಿ, ಜಿಲ್ಲೆಯಲ್ಲಿ ಪ್ರತಿವರ್ಷ 8-10 ಸಾವಿರ ಮಾದಕ ವಸ್ತುಗಳ ಸೇವನೆ, ಸಾಗಾಣಿಕೆ ಅಪರಾಧ ಪ್ರಕರಣಗಳು ಪತ್ತೆಯಾಗುತ್ತಿವೆ. ಕೇವಲ 6 ತಿಂಗಳ ತುಂಬುವುದರೊಳಗೆ ಸುಮಾರು — [307, 433, 572, 687]
story1-col3 — [581, 431, 845, 773]
story2-photo-graphic — [268, 859, 706, 985]
story3-col2 — [1226, 1357, 1500, 1628]
story2-col1-text: ತುಮಕೂರು: ಪ್ರಸ್ತುತ ದಿನಗಳಲ್ಲಿ ವಿದ್ಯೆಯ ಜೊತೆಗೆ ಕೌಶಲ್ಯವು ಬಹಳ ಮುಖ್ಯವಾಗಿದೆ. ಜೀವನದಲ್ಲಿ ಉದ್ಯೋಗವನ್ನು ಪಡೆದುಕೊಳ್ಳಲು ವಿದ್ಯಾರ್ಥಿಗಳು ಸಮಯ ಪ್ರಜ್ಞೆ, ಜ್ಞಾನ, ಕೌಶಲ್ಯಗಳನ್ನು ಪಡೆದುಕೊಳ್ಳಬೇಕು ಎಂದು ಕಾಲೇಜಿನ ಪ್ರಾಂಶುಪಾಲರಾದ ಡಾ.ಟಿ.ಬಿ.ನಂಜುಂಡಪ್ಪ ತಿಳಿಸಿದರು. ನಗರದ ಶ್ರೀ ಸಿದ್ದಗಂಗಾ ಕಲಾ, ವಿಜ್ಞಾನ ಮತ್ತು ವಾಣಿಜ್ಯ ಕಾಲೇಜು ತುಮಕೂರು ಇದರ ವತಿಯಿಂದ ಕಾಲೇಜಿನಲ್ಲಿ ಆಯೋಜಿಸಿದ್ದ ಪ್ಲೇಸ್ಮೆಂಟ್ ಅಂಡ್ ಟ್ರೈನಿಂಗ್ ಸೆಲ್ ಹಾಗೂ ಮ್ಯಾಜಿಕ್ ಬಸ್ ಫೌಂಡೇಶನ್ ವತಿಯಿಂದ ಬೃಹತ್ ಉದ್ಯೋಗ ಮೇಳ ಕಾರ್ಯಕ್ರಮದ ಅಧ್ಯಕ್ಷತೆವಹಿಸಿ ಅವರು ಮಾತನಾಡಿದರು. ಜೀವನವನ್ನು ಸರಳವಾಗಿ ಸಾಗಿಸಬೇಕಾದರೆ ಉದ್ಯೋಗವು ಬಹಳ ಮುಖ್ಯವಾದದ್ದು ಆರ್ಥಿಕ ಜೀವನದ ನೆಲೆ ಬೆಳೆಸಿಕೊಳ್ಳಲು — [17, 862, 259, 1116]
masthead-date: Date:28-6-2025 Saturday — [327, 11, 559, 30]
important-day-item: ಜೂನ್ 23 – ವಿಶ್ವ ಸಂಸ್ಥೆಯ ಸಾರ್ವಜನಿಕ ಸೇವಾ ದಿನ. — [1138, 712, 1367, 728]
divider-story3-bottom — [941, 1631, 1501, 1633]
story3-photo — [946, 1015, 1500, 1211]
story3-caption-box — [946, 1214, 1500, 1351]
story6-col1-text: ತುಮಕೂರು: ಹವಾಮಾನ ಆಧಾರಿತ ಬೆಳೆವಿಮೆ ಯೋಜನೆಯಡಿ 2025–26ನೇ ಸಾಲಿನ ಅಧಿಸೂಚಿತ ಹೋಬಳಿಯಲ್ಲಿರುವ ಬೆಳೆಗಳನ್ನು ವಿಮಾ ಸೌಲಭ್ಯಕ್ಕೊಳಪಡಿಸಿ ಬೆಳೆಗಳು ತುಮಕೂರು ತಾಲ್ಲೂಕು ಹಿರಿಯ ಸಹಾಯಕ ತೋಟಗಾರಿಕೆ ನಿರ್ದೇಶಕರು ರೈತರಲ್ಲಿ ಮನವಿ ಮಾಡಿದ್ದಾರೆ. ವಿಮಾ ಸೌಲಭ್ಯವು ಸಾಲ ಪಡೆದಿ ರುವ/ಪಡೆಯದ ರೈತರಿಗೆ ಕಡ್ಡಾಯ ಹಾಗೂ ಬೆಳೆಸಾಲ ಪಡೆಯದ ರೈತರಿಗೆ ಐಚ್ಛಿಕವಾಗಿರುತ್ತದೆ. ತುಮಕೂರು ತಾಲ್ಲೂಕಿನಲ್ಲಿ ಅಡಿಕೆ ಬೆಳೆಗೆ ಹಾಗೂ ಮಾವು ಬೆಳೆಗಳನ್ನು ವಿಮಾ ಸೌಲಭ್ಯಕ್ಕೆ ಒಳಪಡಿಸಲಾಗಿದೆ. ವಿಮಾ ಯೋಜನೆಗೊಳಪಟ್ಟ ಅಡಿಕೆ ಬೆಳೆಗೆ ಪ್ರತಿ ಹೆಕ್ಟೇರ್‌ಗೆ ವಿಮಾ ಮೊತ್ತ 1,28,000 — [17, 1975, 239, 2210]
promo-line2: ದಿನಪತ್ರಿಕೆ — [1011, 841, 1077, 868]
important-day-item: ಜೂನ್ 12 – ವಿಶ್ವ ಬಾಲಕಾರ್ಮಿಕ ವಿರೋಧಿ ದಿನ. — [1138, 349, 1349, 364]
important-day-item: ಜೂನ್ 8 – ವಿಶ್ವ ಸಾಗರ ದಿನ. — [1138, 306, 1267, 322]
story5-col1-text: ತುಮಕೂರುಜಿಲ್ಲೆಯಸೋಮನಹಳ್ಳಿಯ ಜಾನಪದ ಕಲಾಪ್ರಾಕಾರಗಳನ್ನು ಉಳಿಸುವಲ್ಲಿ ವಿಶ್ವನಿಲಿ ಕೀರ್ತಿ ದಂಡಿನಶಿವರದ ಗಂಗಾಧರ ಗೌಡರಿಗೆ ಸಲ್ಲುತ್ತದೆ. ತಮ್ಮದೇ ಆದ ಜಾನಪದ ಕಲಾತಂಡವನ್ನು ಕಟ್ಟಿ 50 ವರ್ಷಗಳಿಂದ ಹೆಚ್ಚಾಗಿದೆ. ಜಾನಪದ ಕ್ಷೇತ್ರದಲ್ಲಿ ಸೇವೆ ಮಾಡಿ ಅಪಾರ ಅನುಭವ ಹೊಂದಿದ್ದಾರೆ. ನಾಡಿನ ಕಲಾಲೋಕಕ್ಕೆ ಹಿರಿಯ ಕೊಡುಗೆ ನೀಡಿದ್ದಾರೆ ಎಂದು ಜಿಲ್ಲಾ ಕನ್ನಡ ಸಾಹಿತ್ಯ ಪರಿಷತ್ ಅಧ್ಯಕ್ಷ ಕೆ.ಎಸ್.ಸಿದ್ದಲಿಂಗಪ್ಪ ನುಡಿದರು. ಅವರು ನಗರದ ಕನ್ನಡ ಭವನದಲ್ಲಿ ವಿಶ್ವವಿದ್ಯಾನಿಲಯದ ಜಾನಪದ ವಿಭಾಗ, ಡಿ.ಎನ್. ಗಂಗಾಧರ ಗೌಡ ಹಾಗೂ ಜಾನಪದ ಪರಿಷತ್ತಿನ ಸಭೆಯಲ್ಲಿ ಮಾತನಾಡಿದರು. ಉತ್ತಮ ಸಂಘಟನಾಗಿದ್ದ ಗಂಗಾಧರ ಗೌಡರು ಜಾನಪದ ಕಲಾವಿದರ ತಂಡ ಕಟ್ಟಿದ್ದಲ್ಲದೆ ಕನ್ನಡ ಸಾಹಿತ್ಯ ಪರಿಷತ್ತಿನ ತುಮಕೂರಿನ ಘಟಕದ ಆಡಳಿತ ಮಂಡಳಿಯ ಸದಸ್ಯರಾಗಿ ಸಲ್ಲಿಸಿದ ಸೇವೆ ಅವಿಸ್ಮರಣೀಯ — [946, 1960, 1215, 2214]
important-day-item: ಜೂನ್ 8 – ವಿಶ್ವ ಬ್ರೈನ್ ಟ್ಯೂಮರ್ ದಿನ. — [1138, 328, 1312, 343]
important-day-item: ವಿರುದ್ಧ ಅಂತರಾಷ್ಟ್ರೀಯ ದಿನ — [1138, 798, 1253, 814]
story6-col3 — [480, 1973, 703, 2432]
story1-col4 — [854, 185, 1119, 773]
story5-col2-text: ಸೇವೆ ಅವಿಸ್ಮರಣೀಯ ಎಂದರು. ಜಿಲ್ಲಾ ಕನ್ನಡ ಸಾಹಿತ್ಯ ಪರಿಷತ್ ಅಧ್ಯಕ್ಷ ಕೆ.ಎಸ್.ಸಿದ್ದಲಿಂಗಪ್ಪ ಅವರು ಮಾತನಾಡಿ ಡಿ.ಎನ್.ಗಂಗಾಧರ ಗೌಡ ಅವರು ಜಿಲ್ಲೆಯ ಹೆಮ್ಮೆಯ ಜಾನಪದ ಕಲಾವಿದರಾಗಿದ್ದಾರೆ. ಅವರ ಜಾನಪದ ಕಲಾಸೇವೆಗೆ ಕರ್ನಾಟಕ ರಾಜ್ಯೋತ್ಸವ ಪ್ರಶಸ್ತಿ ಪಡೆದಿದ್ದಾರೆ. ಇಂತಹ ಕಲಾವಿದರ ಜಾನಪದ ಲೋಕದ ಸಮಗ್ರತೆ ಕಂಗೊಳಿಸುತ್ತದೆ ಎಂದರು. ಅವರ ಮರಣ ಜಾನಪದ ಲೋಕ ತುಂಬಿ ಹೋಯಿತು ಎಂಬುದು ಅಭಿಪ್ರಾಯಪಟ್ಟರು. ಶ್ರದ್ಧಾಂಜಲಿ ಸಭೆಯಲ್ಲಿ ಕನ್ನಡ ಸಾಹಿತ್ಯ ಪರಿಷತ್ ಕಾರ್ಯದರ್ಶಿ ಡಾ.ಡಿ.ಎನ್.ಯೋಗೀಶ್ವರಪ್ಪ, ತಾಲ್ಲೂಕು ಕಸಾಪ ಅಧ್ಯಕ್ಷ ಚಿಕ್ಕಬೆಳ್ಳಾವಿ ಶಿವಕುಮಾರ್, ಮಹಿಳಾ ಪ್ರತಿನಿಧಿ ಗೀತಾ ಚಂದ್ರಶೇಖರ್, ಸಂಘಟನಾ ಕಾರ್ಯದರ್ಶಿ ಜಿ.ಹೆಚ್.ಮಹದೇವಪ್ಪ, ರಾಜಶೇಖರ್ ಮುಂತಾದವರು ಭಾಗವಹಿಸಿದ್ದರು. — [1226, 1960, 1500, 2195]
important-day-item: ಜೂನ್ 21 – ಅಂತರಾಷ್ಟ್ರೀಯ ಯೋಗ ದಿನ. — [1138, 669, 1322, 685]
divider-story4-bottom — [11, 1905, 937, 1907]
story1-col1-text: ತುಮಕೂರು: ಅಪ್ಪ, ಅಮ್ಮ, ರಕ್ತ ಸಂಬಂಧಿಗಳ ಹೊರತು ಪಡಿಸಿ, ಅಪರಚಿತರು ಉಚಿತವಾಗಿ ನೀಡುವ ಯಾವುದೇ ತಿಂಡಿ, ತಿನಿಸುಗಳ ಹಿಂದೆ ಕೆಟ್ಟ ಆಲೋಚನೆ ಇರುತ್ತದೆ. ಇದರ ಬಗ್ಗೆ ವಿದ್ಯಾರ್ಥಿಗಳು ಎಚ್ಚರಿಕೆ ವಹಿಸಬೇಕು ಎಂದು ಜಿಲ್ಲಾ ಕಾನೂನು ಸೇವಾ ಪ್ರಾಧಿಕಾರದ ಸದಸ್ಯ ಕಾರ್ಯದರ್ಶಿ ಸ ನ್ಯಾ.ನೂರುನ್ನಿಸಾ ತಿಳಿಸಿದ್ದಾರೆ. ನಗರದ ಸರಕಾರಿ ಪಾಲಿಟೆಕ್ನಿಕ್ ಕಾಲೇಜಿನಲ್ಲಿ ಜಿಲ್ಲಾ ಕಾನೂನು ಸೇವೆಗಳ ಪ್ರಾಧಿಕಾರ, ಜಿಲ್ಲಾಡಳಿತ, ಜಿಲ್ಲಾ ಪಂಚಾಯತ್, ಜಿಲ್ಲಾ ಆರೋಗ್ಯ ಮತ್ತು ಕುಟುಂಬ ಕಲ್ಯಾಣ ಇಲಾಖೆ, ಕರ್ನಾಟಕ ಸಶಸ್ತ್ರ ಮೀಸಲು ಪಡೆ, ಸೈಬರ್, ಆರ್ಥಿಕ, ಮಾದಕ ದ್ರವ್ಯ ಅಪರಾಧ ಪೊಲೀಸ್ ಠಾಣೆ, ಅರ್ಬನ್ ಮದ್ಯವರ್ಜನ ಮತ್ತು ಸಂಸ್ಥೆಯ ಸಹಯೋಗದಲ್ಲಿ ಆಯೋಜಿಸಿದ್ದ ಮಾದಕ ವಸ್ತುಗಳ ದುರ್ಬಳಕೆ ಹಾಗೂ ಅಕ್ರಮ ಸಾಗಾಟದ ವಿರುದ್ಧ ಅಂತರ ರಾಷ್ಟ್ರೀಯ ದಿನಾಚರಣೆ ಕಾರ್ಯಕ್ರಮಕ್ಕೆ ಚಾಲನೆ ನೀಡಿ ಮಾತನಾಡುತ್ತಿದ್ದ ಅವರು, ಅಪರಿಚಿತರು ನೀಡುವ ಚಾಕಲೇಟ್, ಐಸ್‌ಕ್ರೀಮ್‌ಗಳಲ್ಲಿ ಮಾದಕ ವಸ್ತುಗಳು ಇರಬಹುದು. ಇವುಗಳ ಸೇವನೆಯಿಂದ ನಿಮ್ಮ ಮಾನ, ಪ್ರಾಣಕ್ಕೂ ಹಾನಿಯಾಗುವ ಸಾಧ್ಯತೆ ಇರುತ್ತದೆ. ಹಾಗಾಗಿ ಅಪರಿಚಿತರು ನೀಡುವ ಯಾವುದೇ ಸಿಹಿ ಪದಾರ್ಥಗಳನ್ನು ಮಕ್ಕಳು ತಿರಸ್ಕರಿಸಬೇಕು ಎಂದರು. ದೇಶದ ಬಹುತೇಕ ಮಹಾನಿಂಯು ದೇಶದ ಅಭಿವೃದ್ಧಿಯಲ್ಲಿ ಕಾರ್ಯತೊಡಗಿಕೊಳ್ಳಬೇಕು ಎಂದು — [17, 188, 297, 561]
story4-col1 — [17, 1360, 264, 1902]
story2-col2 — [268, 993, 480, 1274]
story3-photo-graphic — [946, 1015, 1500, 1211]
divider-story2-bottom — [11, 1280, 937, 1282]
story5-col1 — [946, 1958, 1215, 2432]
important-day-item: ಜೂನ್ 3 – ವಿಶ್ವ ಸೈಕಲ್ ದಿನ. — [1138, 242, 1269, 258]
important-day-item: ಜೂನ್ 21 – ಅಂತರಾಷ್ಟ್ರೀಯ ವಿಧವೆಯರ ದಿನ — [1138, 691, 1335, 707]
story3-headline: ವೈದ್ಯಾಧಿಕಾರಿ ವರ್ಗಾವಣೆ ಖಂಡಿಸಿ ಪ್ರತಿಭಟನೆ — [943, 949, 1488, 994]
story4-col2 — [477, 1360, 700, 1902]
story4-portrait — [273, 1360, 467, 1619]
story6-headline: ತುಮಕೂರು ತಾಲ್ಲೂಕಿನ ತೋಟಗಾರಿಕಾ ಬೆಳೆಗಳಿಗೆ ವಿಮಾ ಸೌಲಭ್ಯ — [15, 1908, 847, 1955]
important-day-item: ಜೂನ್ 18 – ಅಂತರಾಷ್ಟ್ರೀಯ ಪಿಕ್ನಿಕ್ ದಿನ — [1138, 541, 1315, 557]
story4-col3-text: ಅನೇಕ ಪತ್ರಿಕೆಗಳಲ್ಲಿ ನನ್ನ ಲೇಖನಗಳು ಪ್ರಕಟವಾಗಿವೆ. ಪ್ರಮುಖವಾಗಿ ಶ್ರೀ ಸಿದ್ದಗಂಗಾ ಮಠದ ಶ್ರೀ ಶಿವಕುಮಾರ ಸ್ವಾಮೀಜಿ ಕುರಿತ ಪ್ರಥಮ ಪುಸ್ತಕ ಜೊತೆ ಪ್ರೊ.ಅಂಶಗಳ ಅವರ ಅಂಬಿಕಾ ಪ್ರಶಸ್ತಿಯು ಮತ್ತು ಮಾರ್ಕಿನ ಅವರ ಮನೆಗೆ ಕೂಡ ಬಂದು ಈ ಕೃತಿಗಳು ಪ್ರಕಟವಾಗಿವೆ. ಆಗ ಮುಂದುವರಿಸುವ ಜವಾಬ್ದಾರಿ ಹೊತ್ತಿದ್ದೇನೆ. ಕನ್ನಡ ನಾಡು ನುಡಿ ಜಲ ಸಂರಕ್ಷಣೆಗೆ ನನ್ನ ಬದುಕು ಮೀಸಲು ಎಂದು ಈ ಮೂಲಕ ತಿಳಿಸುತ್ತೇನೆ. ಅತ್ಯಂತ ಪ್ರಾಮಾಣಿಕವಾಗಿ ಕೆಲಸ ಮಾಡಿದ ನನಗೆ ಪ್ರಧಾನ ಮಂತ್ರಿಗಳು ನೀಡಿದ ಮನ್ನಣೆ ಮರೆಯಲಾರೆ. ನನ್ನ ಪರಿಷತ್ತಿನ ಸ್ಥಾನದಿಂದ ಹೊರಬರುವ ನಿರ್ಧಾರ ಕೈಗೊಂಡು ಹೊರಬಂದಿದ್ದೇನೆ. ನನ್ನ ಮುಂದಿನ ಹೋರಾಟ ಕನ್ನಡ ನಾಡಿನ ಪರವಾಗಿ ಸದಾ ಸಿದ್ಧ. ನನ್ನ ಸ್ನೇಹಿತರು ಹಾಗೂ ಕನ್ನಡ ಸಾಹಿತ್ಯ ಪರಿಷತ್ತಿನ ಕೇಂದ್ರ ಗೌರವ ಕಾರ್ಯದರ್ಶಿ ಸ್ಥಾನಕ್ಕೆ ನನ್ನ ರಾಜೀನಾಮೆ ನೀಡಿದ್ದೇನೆ. — [709, 1362, 934, 1676]
story2-col4-text: ಬಹಳ ಮಹತ್ವವಾಗಿದೆ ಆದ್ದರಿಂದ ವಿದ್ಯಾರ್ಥಿಗಳು ಹೆಚ್ಚು ಉದ್ಯೋಗದ ಅವಕಾಶಗಳನ್ನು ಪಡೆದುಕೊಳ್ಳಬೇಕು ಎಂದು ತಿಳಿಸಿದರು. ಬೃಹತ್ ಉದ್ಯೋಗ ಮೇಳದಲ್ಲಿ 32ಕ್ಕೂ ಹೆಚ್ಚು ಎಂಎನ್‌ಸಿ ಕಂಪನಿಗಳು ಭಾಗವಹಿಸಿದ್ದು 600ಕ್ಕೂ ಹೆಚ್ಚು ವಿದ್ಯಾರ್ಥಿಗಳು ಉದ್ಯೋಗ ಮೇಳದ ಸದುಪಯೋಗವನ್ನು ಪಡೆದುಕೊಂಡರು. ಕಾರ್ಯಕ್ರಮದಲ್ಲಿ ಐಕ್ಯೂಎಸಿ ಸಂಯೋಜಕರಾದ ಪ್ರೊ.ಎಚ್.ಎಸ್.ಪರಮಶಿವಯ್ಯ, ಐಕ್ಯೂಎಸಿ ಮಾರ್ಗದರ್ಶಕ ಪ್ರೊ.ಹಿಎಸ್ ಸೋಮಶೇಖರಯ್ಯ, ಪ್ಲೇಸ್ಮೆಂಟ್ ಅಂಡ್ ಟ್ರೈನಿಂಗ್ ಸೆಲ್‌ನ ಸಂಚಾಲಕರಾದ ಪ್ರೊ.ಗಂಗಾಧರಯ್ಯ ಹಾಗೂ ಎಲ್ಲಾ ಬೋಧಕ ಮತ್ತು ಬೋಧಕೇತರ ವರ್ಗದವರು ಹಾಗೂ ವಿದ್ಯಾರ್ಥಿಗಳು ಸೇರಿ ಕಾರ್ಯಕ್ರಮವನ್ನು ಯಶಸ್ವಿಗೊಳಿಸಿದರು. — [715, 862, 934, 1136]
divider-story1-bottom — [11, 777, 1123, 779]
important-day-item: ಜೂನ್ 20 – ವಿಶ್ವ ನಿರಾಶ್ರಿತರ ದಿನ. — [1138, 627, 1290, 642]
